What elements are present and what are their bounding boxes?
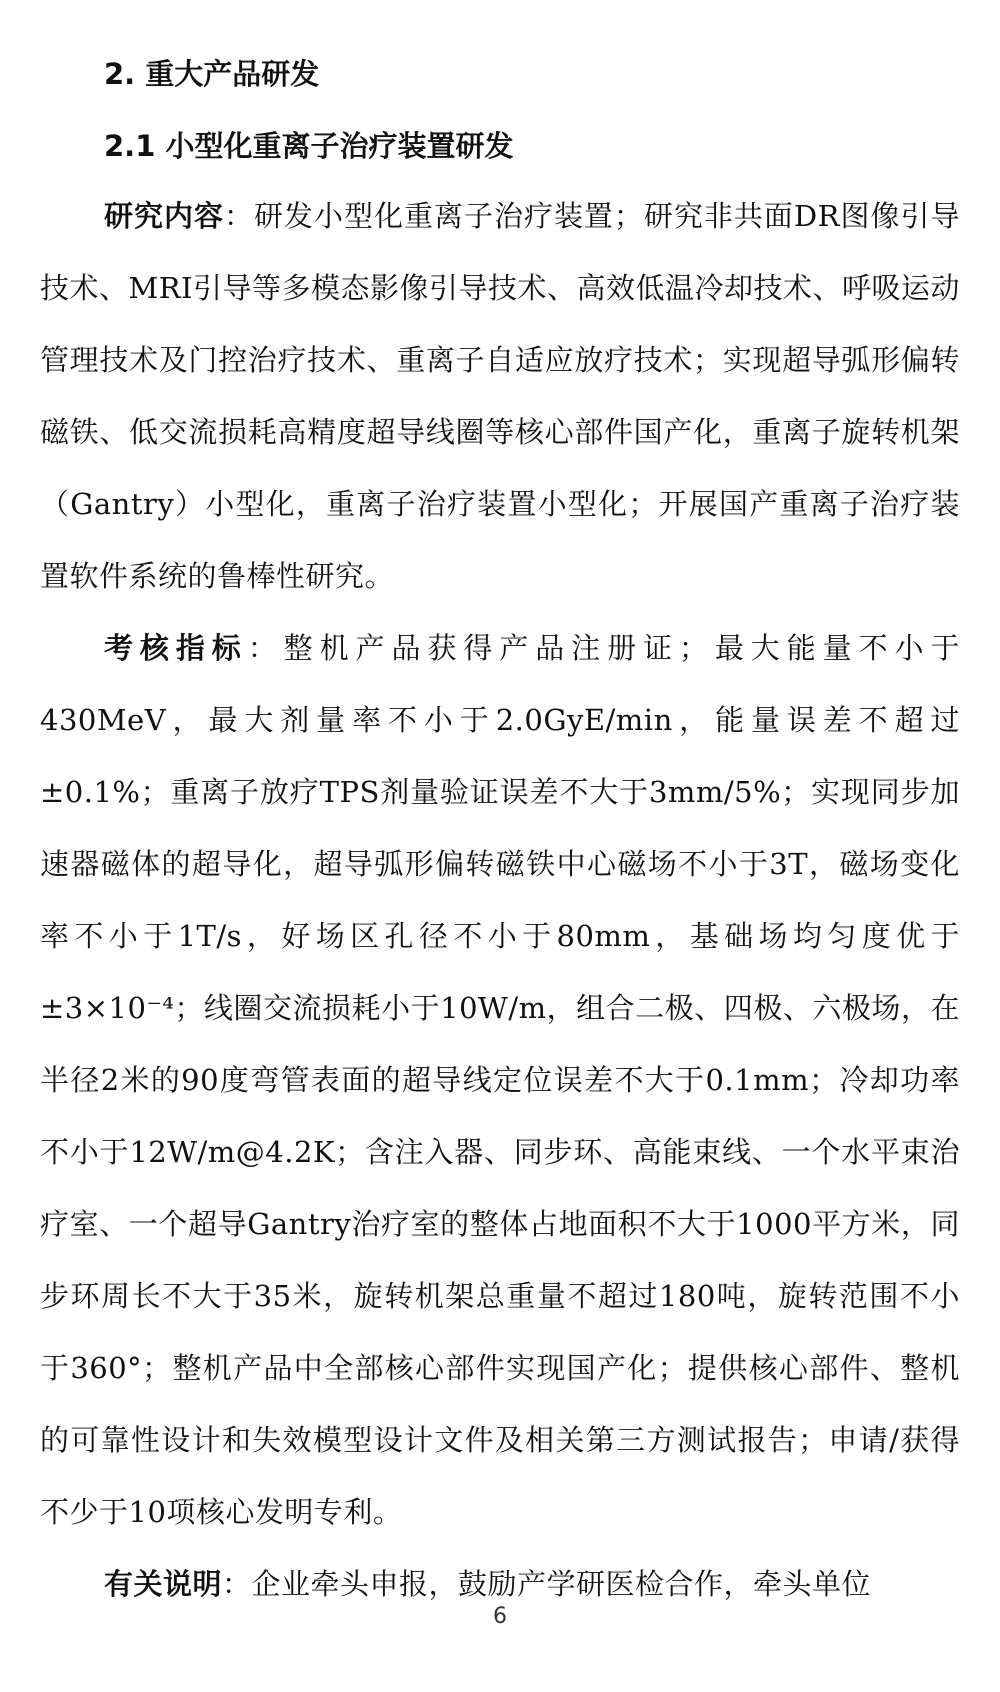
- subsection-heading: 2.1 小型化重离子治疗装置研发: [104, 129, 514, 163]
- research-content-label: 研究内容: [104, 199, 224, 233]
- assessment-indicators-paragraph: [40, 612, 960, 1548]
- research-content-text: ：研发小型化重离子治疗装置；研究非共面DR图像引导技术、MRI引导等多模态影像引导技术、高效低温冷却技术、呼吸运动管理技术及门控治疗技术、重离子自适应放疗技术；实现超导弧形偏转磁铁、低交流损耗高精度超导线圈等核心部件国产化，重离子旋转机架（Gantry）小型化，重离子治疗装置小型化；开展国产重离子治疗装置软件系统的鲁棒性研究。: [40, 199, 960, 593]
- research-content-paragraph: [40, 180, 960, 612]
- section-heading: 2. 重大产品研发: [104, 57, 320, 91]
- assessment-indicators-text: ：整机产品获得产品注册证；最大能量不小于430MeV，最大剂量率不小于2.0GyE/min，能量误差不超过±0.1%；重离子放疗TPS剂量验证误差不大于3mm/5%；实现同步加速器磁体的超导化，超导弧形偏转磁铁中心磁场不小于3T，磁场变化率不小于1T/s，好场区孔径不小于80mm，基础场均匀度优于±3×10⁻⁴；线圈交流损耗小于10W/m，组合二极、四极、六极场，在半径2米的90度弯管表面的超导线定位误差不大于0.1mm；冷却功率不小于12W/m@4.2K；含注入器、同步环、高能束线、一个水平束治疗室、一个超导Gantry治疗室的整体占地面积不大于1000平方米，同步环周长不大于35米，旋转机架总重量不超过180吨，旋转范围不小于360°；整机产品中全部核心部件实现国产化；提供核心部件、整机的可靠性设计和失效模型设计文件及相关第三方测试报告；申请/获得不少于10项核心发明专利。: [40, 631, 960, 1529]
- assessment-indicators-label: 考核指标: [104, 631, 248, 665]
- related-notes-label: 有关说明: [104, 1567, 223, 1601]
- page-number: 6: [493, 1604, 507, 1629]
- related-notes-text: ：企业牵头申报，鼓励产学研医检合作，牵头单位: [222, 1567, 872, 1601]
